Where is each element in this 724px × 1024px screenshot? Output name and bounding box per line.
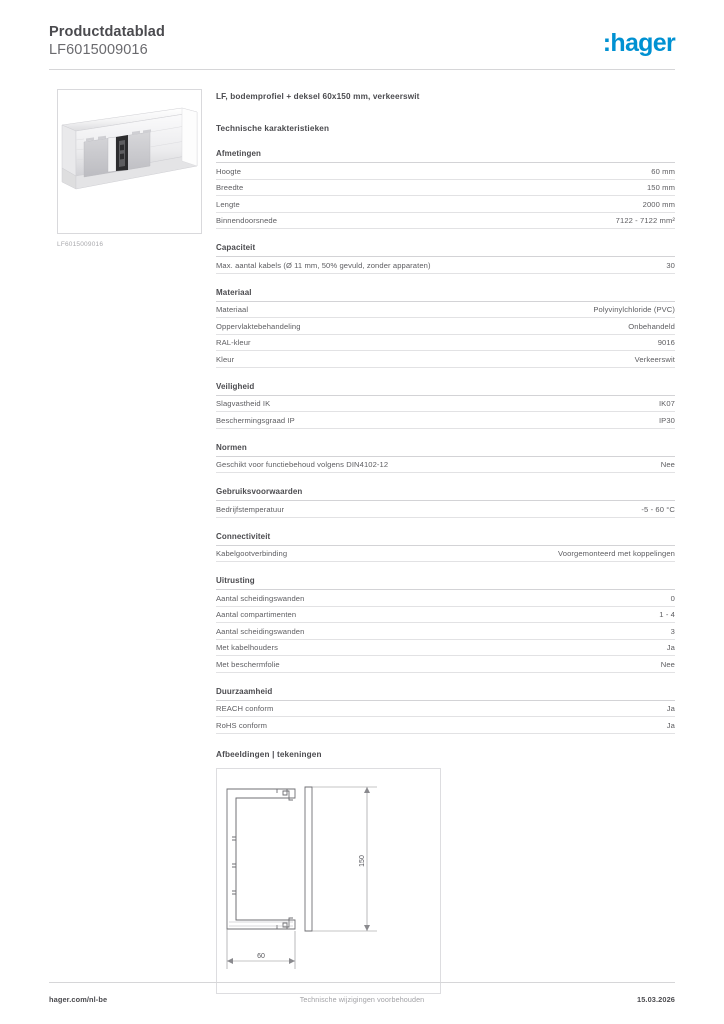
- spec-group: [216, 382, 675, 429]
- spec-row: [216, 457, 675, 474]
- spec-label: Max. aantal kabels (Ø 11 mm, 50% gevuld, zonder apparaten): [216, 260, 431, 270]
- spec-row: [216, 546, 675, 563]
- spec-group: [216, 149, 675, 229]
- spec-row: [216, 302, 675, 319]
- spec-label: Met beschermfolie: [216, 659, 280, 669]
- spec-groups: [216, 149, 675, 734]
- spec-row: [216, 590, 675, 607]
- footer-notice: Technische wijzigingen voorbehouden: [299, 995, 425, 1004]
- spec-row: [216, 318, 675, 335]
- spec-group: [216, 576, 675, 673]
- spec-group: [216, 443, 675, 474]
- product-image-caption: LF6015009016: [57, 241, 104, 248]
- spec-label: Kabelgootverbinding: [216, 549, 288, 558]
- spec-value: -5 - 60 °C: [641, 504, 675, 514]
- spec-label: Breedte: [216, 183, 244, 192]
- spec-label: Oppervlaktebehandeling: [216, 321, 301, 331]
- spec-label: Bedrijfstemperatuur: [216, 504, 285, 514]
- page-footer: [49, 995, 675, 1004]
- spec-label: Kleur: [216, 354, 235, 364]
- spec-row: [216, 196, 675, 213]
- specifications-content: [216, 92, 675, 994]
- spec-label: REACH conform: [216, 704, 274, 713]
- spec-group-title: Veiligheid: [216, 382, 675, 396]
- spec-group-title: Gebruiksvoorwaarden: [216, 487, 675, 501]
- dimension-width-label: 60: [257, 952, 265, 960]
- spec-label: Beschermingsgraad IP: [216, 415, 295, 425]
- spec-label: Aantal scheidingswanden: [216, 626, 305, 636]
- spec-value: Verkeerswit: [634, 354, 675, 364]
- spec-group-title: Materiaal: [216, 288, 675, 302]
- technical-drawing-frame: [216, 768, 441, 994]
- spec-row: [216, 501, 675, 518]
- spec-row: [216, 180, 675, 197]
- spec-group-title: Normen: [216, 443, 675, 457]
- dimension-height-label: 150: [359, 854, 366, 867]
- spec-value: 7122 - 7122 mm²: [615, 216, 675, 225]
- spec-label: Aantal scheidingswanden: [216, 593, 305, 603]
- spec-group: [216, 687, 675, 734]
- spec-value: Ja: [666, 704, 675, 713]
- spec-value: Nee: [660, 659, 675, 669]
- cross-section-drawing: [217, 769, 440, 993]
- spec-value: Voorgemonteerd met koppelingen: [558, 549, 675, 558]
- spec-value: IP30: [658, 415, 675, 425]
- spec-label: RAL-kleur: [216, 338, 251, 347]
- spec-group-title: Afmetingen: [216, 149, 675, 163]
- spec-value: Ja: [666, 643, 675, 652]
- spec-value: IK07: [658, 399, 675, 408]
- spec-row: [216, 213, 675, 230]
- page-title: Productdatablad: [49, 24, 165, 40]
- footer-divider: [49, 982, 675, 983]
- spec-value: 1 - 4: [659, 610, 675, 619]
- product-reference: LF6015009016: [49, 42, 148, 58]
- spec-row: [216, 351, 675, 368]
- product-image-frame: [57, 89, 202, 234]
- product-photo: [58, 90, 201, 233]
- header-divider: [49, 69, 675, 70]
- spec-row: [216, 701, 675, 718]
- spec-value: 2000 mm: [642, 199, 675, 209]
- spec-group-title: Duurzaamheid: [216, 687, 675, 701]
- spec-value: 3: [670, 626, 675, 636]
- spec-value: Ja: [666, 720, 675, 730]
- spec-group: [216, 288, 675, 368]
- footer-website[interactable]: hager.com/nl-be: [49, 995, 108, 1004]
- product-name: LF, bodemprofiel + deksel 60x150 mm, verkeerswit: [216, 92, 420, 101]
- spec-group-title: Capaciteit: [216, 243, 675, 257]
- spec-row: [216, 623, 675, 640]
- drawings-heading: Afbeeldingen | tekeningen: [216, 749, 322, 759]
- spec-row: [216, 412, 675, 429]
- spec-row: [216, 335, 675, 352]
- spec-value: 60 mm: [651, 166, 675, 176]
- spec-label: Slagvastheid IK: [216, 399, 271, 408]
- spec-group-title: Uitrusting: [216, 576, 675, 590]
- spec-row: [216, 607, 675, 624]
- spec-row: [216, 640, 675, 657]
- spec-label: Met kabelhouders: [216, 643, 278, 652]
- spec-value: 150 mm: [646, 183, 675, 192]
- page-header: [49, 24, 675, 70]
- spec-row: [216, 656, 675, 673]
- spec-row: [216, 396, 675, 413]
- spec-value: 0: [670, 593, 675, 603]
- spec-row: [216, 717, 675, 734]
- footer-date: 15.03.2026: [637, 995, 675, 1004]
- spec-row: [216, 163, 675, 180]
- spec-label: Lengte: [216, 199, 240, 209]
- product-figure: [57, 89, 202, 248]
- spec-label: Binnendoorsnede: [216, 216, 278, 225]
- spec-label: Geschikt voor functiebehoud volgens DIN4102-12: [216, 460, 389, 469]
- spec-label: RoHS conform: [216, 720, 267, 730]
- hager-logo: :hager: [602, 29, 675, 57]
- spec-value: Onbehandeld: [628, 321, 675, 331]
- technical-characteristics-heading: Technische karakteristieken: [216, 124, 330, 133]
- spec-value: 9016: [657, 338, 675, 347]
- spec-group: [216, 243, 675, 274]
- spec-value: Polyvinylchloride (PVC): [593, 305, 675, 314]
- spec-group-title: Connectiviteit: [216, 532, 675, 546]
- spec-label: Materiaal: [216, 305, 249, 314]
- spec-label: Aantal compartimenten: [216, 610, 297, 619]
- spec-group: [216, 487, 675, 518]
- spec-value: 30: [666, 260, 675, 270]
- spec-value: Nee: [660, 460, 675, 469]
- spec-row: [216, 257, 675, 274]
- spec-group: [216, 532, 675, 563]
- spec-label: Hoogte: [216, 166, 242, 176]
